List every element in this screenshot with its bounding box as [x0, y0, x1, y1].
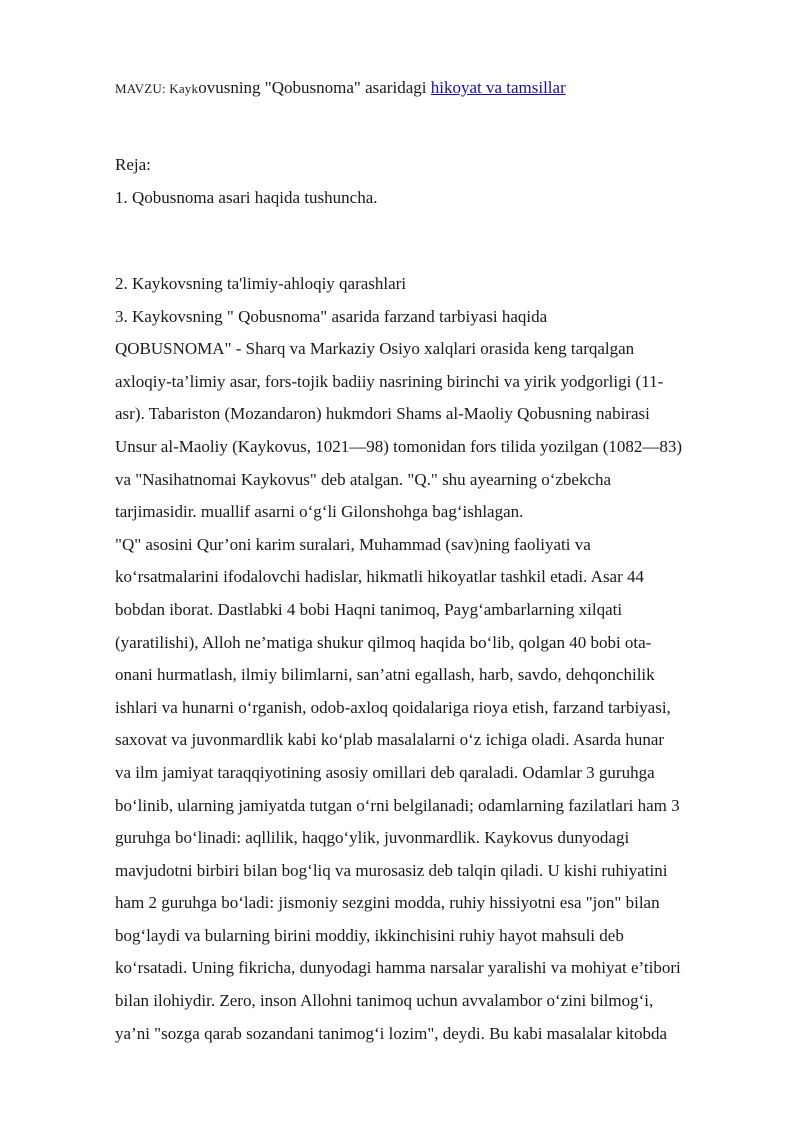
text-line: va "Nasihatnomai Kaykovus" deb atalgan. "Q." shu ayearning oʻzbekcha	[115, 469, 612, 489]
text-line: QOBUSNOMA" - Sharq va Markaziy Osiyo xalqlari orasida keng tarqalgan	[115, 339, 635, 359]
text-line: ya’ni "sozga qarab sozandani tanimogʻi lozim", deydi. Bu kabi masalalar kitobda	[115, 1023, 668, 1043]
text-line: boʻlinib, ularning jamiyatda tutgan oʻrni belgilanadi; odamlarning fazilatlari ham 3	[115, 795, 680, 815]
text-line: va ilm jamiyat taraqqiyotining asosiy omillari deb qaraladi. Odamlar 3 guruhga	[115, 762, 655, 782]
plan-label: Reja:	[115, 155, 151, 174]
title-prefix-small: MAVZU: Kayk	[115, 81, 199, 96]
text-line: "Q" asosini Qur’oni karim suralari, Muhammad (sav)ning faoliyati va	[115, 534, 591, 554]
text-line: bobdan iborat. Dastlabki 4 bobi Haqni tanimoq, Paygʻambarlarning xilqati	[115, 599, 623, 619]
text-line: ham 2 guruhga boʻladi: jismoniy sezgini modda, ruhiy hissiyotni esa "jon" bilan	[115, 893, 660, 913]
text-line: tarjimasidir. muallif asarni oʻgʻli Gilonshohga bagʻishlagan.	[115, 502, 524, 522]
title-prefix: ovusning "Qobusnoma" asaridagi	[198, 78, 431, 97]
text-line: 3. Kaykovsning " Qobusnoma" asarida farzand tarbiyasi haqida	[115, 306, 548, 326]
text-line: axloqiy-ta’limiy asar, fors-tojik badiiy nasrining birinchi va yirik yodgorligi (11-	[115, 371, 664, 391]
text-line: asr). Tabariston (Mozandaron) hukmdori Shams al-Maoliy Qobusning nabirasi	[115, 404, 650, 424]
title-link[interactable]: hikoyat va tamsillar	[430, 78, 566, 97]
topic-title	[115, 76, 755, 101]
text-line: bilan ilohiydir. Zero, inson Allohni tanimoq uchun avvalambor oʻzini bilmogʻi,	[115, 991, 654, 1011]
text-line: 2. Kaykovsning ta'limiy-ahloqiy qarashlari	[115, 274, 407, 293]
text-line: bogʻlaydi va bularning birini moddiy, ikkinchisini ruhiy hayot mahsuli deb	[115, 925, 624, 945]
text-line: Unsur al-Maoliy (Kaykovus, 1021—98) tomonidan fors tilida yozilgan (1082—83)	[115, 436, 683, 456]
text-line: ishlari va hunarni oʻrganish, odob-axloq qoidalariga rioya etish, farzand tarbiyasi,	[115, 697, 671, 717]
text-line: guruhga boʻlinadi: aqllilik, haqgoʻylik, juvonmardlik. Kaykovus dunyodagi	[115, 828, 630, 848]
body-text	[115, 268, 755, 1050]
text-line: koʻrsatmalarini ifodalovchi hadislar, hikmatli hikoyatlar tashkil etadi. Asar 44	[115, 567, 645, 587]
text-line: (yaratilishi), Alloh ne’matiga shukur qilmoq haqida boʻlib, qolgan 40 bobi ota-	[115, 632, 652, 652]
text-line: saxovat va juvonmardlik kabi koʻplab masalalarni oʻz ichiga oladi. Asarda hunar	[115, 730, 665, 750]
plan-item-1: 1. Qobusnoma asari haqida tushuncha.	[115, 188, 378, 207]
text-line: mavjudotni birbiri bilan bogʻliq va murosasiz deb talqin qiladi. U kishi ruhiyatini	[115, 860, 668, 880]
text-line: onani hurmatlash, ilmiy bilimlarni, san’atni egallash, harb, savdo, dehqonchilik	[115, 665, 655, 685]
text-line: koʻrsatadi. Uning fikricha, dunyodagi hamma narsalar yaralishi va mohiyat e’tibori	[115, 958, 681, 978]
